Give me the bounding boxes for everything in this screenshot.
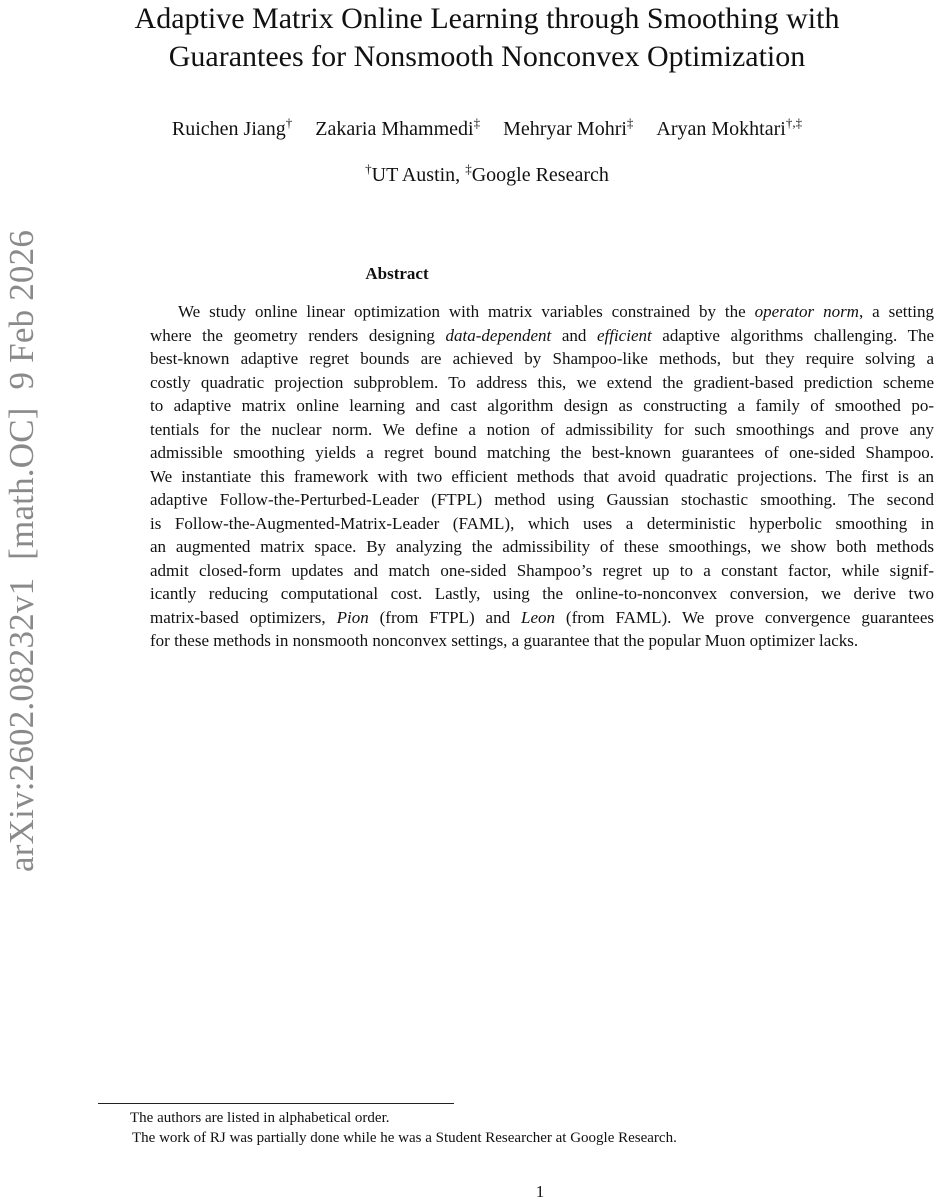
abstract-line: adaptive Follow-the-Perturbed-Leader (FTPL) method using Gaussian stochastic smoothing. The second: [150, 490, 934, 509]
abstract-emphasis: Pion: [336, 607, 369, 627]
abstract-line: where the geometry renders designing data-dependent and efficient adaptive algorithms challenging. The: [150, 325, 934, 345]
author-name: Aryan Mokhtari: [656, 118, 786, 140]
affiliation-mark: †: [365, 161, 372, 176]
author-zakaria-mhammedi: [315, 116, 480, 142]
author-affiliation-mark: †: [285, 115, 293, 130]
abstract-line: matrix-based optimizers, Pion (from FTPL) and Leon (from FAML). We prove convergence guarantees: [150, 607, 934, 627]
abstract-line: icantly reducing computational cost. Lastly, using the online-to-nonconvex conversion, we derive two: [150, 584, 934, 603]
abstract-line: admit closed-form updates and match one-sided Shampoo’s regret up to a constant factor, while signif-: [150, 560, 934, 580]
author-affiliation-mark: ‡: [473, 115, 481, 130]
author-ruichen-jiang: [172, 116, 292, 142]
footnote-student-researcher: The work of RJ was partially done while he was a Student Researcher at Google Research.: [132, 1130, 677, 1146]
affiliation-google-research: Google Research: [471, 164, 609, 186]
footnote-alphabetical-order: The authors are listed in alphabetical order.: [130, 1110, 390, 1126]
abstract-line: an augmented matrix space. By analyzing the admissibility of these smoothings, we show both methods: [150, 537, 934, 556]
paper-title-line-1: Adaptive Matrix Online Learning through Smoothing with: [134, 2, 840, 35]
abstract-line: best-known adaptive regret bounds are achieved by Shampoo-like methods, but they require solving a: [150, 349, 934, 368]
affiliations: [120, 162, 854, 188]
abstract-line: is Follow-the-Augmented-Matrix-Leader (FAML), which uses a deterministic hyperbolic smoothing in: [150, 513, 934, 533]
author-name: Mehryar Mohri: [503, 118, 627, 140]
author-affiliation-mark: ‡: [626, 115, 634, 130]
author-affiliation-mark: †,‡: [785, 115, 803, 130]
abstract-line: admissible smoothing yields a regret bound matching the best-known guarantees of one-sided Shampoo.: [150, 443, 934, 462]
abstract-heading: [150, 263, 934, 285]
abstract-body: [150, 300, 934, 653]
abstract-emphasis: efficient: [596, 325, 652, 345]
page-number: 1: [535, 1182, 545, 1201]
abstract-line: tentials for the nuclear norm. We define a notion of admissibility for such smoothings and prove any: [150, 419, 934, 439]
author-name: Zakaria Mhammedi: [315, 118, 474, 140]
author-mehryar-mohri: [503, 116, 633, 142]
abstract-line: costly quadratic projection subproblem. To address this, we extend the gradient-based prediction scheme: [150, 372, 934, 392]
abstract-line: We instantiate this framework with two efficient methods that avoid quadratic projections. The first is an: [150, 466, 934, 486]
affiliation-mark: ‡: [465, 161, 472, 176]
abstract-emphasis: Leon: [521, 607, 555, 627]
abstract-line: to adaptive matrix online learning and cast algorithm design as constructing a family of smoothed po-: [150, 396, 934, 415]
footnote-divider: [98, 1103, 454, 1104]
abstract-line: for these methods in nonsmooth nonconvex settings, a guarantee that the popular Muon optimizer lacks.: [150, 631, 859, 650]
author-aryan-mokhtari: [656, 116, 802, 142]
arxiv-identifier-stamp: arXiv:2602.08232v1 [math.OC] 9 Feb 2026: [2, 229, 41, 872]
abstract-emphasis: data-dependent: [445, 325, 552, 345]
affiliation-ut-austin: UT Austin,: [371, 164, 461, 186]
paper-title-line-2: Guarantees for Nonsmooth Nonconvex Optimization: [168, 40, 806, 73]
abstract-emphasis: operator norm: [754, 302, 859, 321]
author-list: [120, 116, 854, 142]
abstract-heading-text: Abstract: [365, 264, 429, 283]
abstract-line: We study online linear optimization with matrix variables constrained by the operator norm, a setting: [178, 302, 934, 321]
author-name: Ruichen Jiang: [171, 118, 286, 140]
paper-title: [120, 0, 854, 76]
